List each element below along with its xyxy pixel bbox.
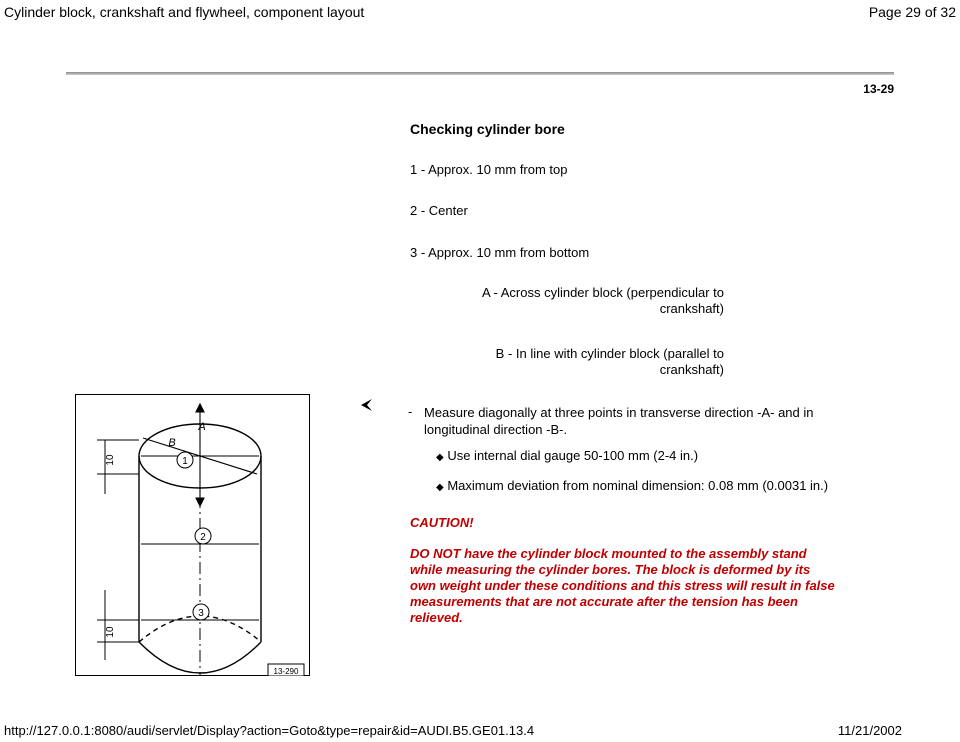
axis-b-line-1: B - In line with cylinder block (parallel to — [495, 346, 724, 361]
bullet-item-1 — [436, 448, 698, 463]
caution-line-2: while measuring the cylinder bores. The block is deformed by its — [410, 562, 811, 577]
diamond-bullet-icon: ◆ — [436, 452, 444, 463]
axis-a-line-1: A - Across cylinder block (perpendicular to — [481, 285, 724, 300]
page-indicator: Page 29 of 32 — [868, 4, 956, 20]
legend-item-2: 2 - Center — [410, 203, 468, 218]
axis-a-line-2: crankshaft) — [659, 301, 724, 316]
caution-line-3: own weight under these conditions and this stress will result in false — [410, 578, 835, 593]
caution-line-1: DO NOT have the cylinder block mounted to the assembly stand — [410, 546, 807, 561]
callout-2-label: 2 — [200, 532, 206, 543]
caution-line-4: measurements that are not accurate after the tension has been — [410, 594, 798, 609]
caution-text — [410, 546, 835, 626]
instruction-line-1: Measure diagonally at three points in transverse direction -A- and in — [424, 405, 814, 420]
instruction-text — [424, 404, 814, 438]
caution-label: CAUTION! — [410, 515, 474, 530]
axis-b-line-2: crankshaft) — [659, 362, 724, 377]
instruction-line-2: longitudinal direction -B-. — [424, 422, 568, 437]
diamond-bullet-icon: ◆ — [436, 482, 444, 493]
header-rule — [66, 72, 894, 75]
instruction-dash: - — [408, 404, 413, 419]
bullet-item-2-text: Maximum deviation from nominal dimension: 0.08 mm (0.0031 in.) — [447, 478, 829, 493]
axis-b-description — [496, 346, 724, 378]
bullet-item-1-text: Use internal dial gauge 50-100 mm (2-4 in.) — [447, 448, 699, 463]
callout-1-label: 1 — [182, 456, 188, 467]
caution-line-5: relieved. — [410, 610, 463, 625]
section-title: Checking cylinder bore — [410, 121, 565, 137]
label-a: A — [198, 421, 206, 433]
axis-a-description — [482, 285, 724, 317]
document-title: Cylinder block, crankshaft and flywheel, component layout — [4, 4, 365, 20]
dimension-label-top: 10 — [105, 454, 116, 466]
reference-number: 13-290 — [273, 667, 299, 676]
callout-3-label: 3 — [198, 608, 204, 619]
legend-item-3: 3 - Approx. 10 mm from bottom — [410, 245, 590, 260]
cylinder-bore-diagram — [75, 394, 310, 676]
footer-url: http://127.0.0.1:8080/audi/servlet/Display?action=Goto&type=repair&id=AUDI.B5.GE01.13.4 — [4, 723, 535, 738]
footer-date: 11/21/2002 — [837, 723, 902, 738]
left-pointer-icon — [360, 398, 374, 412]
dimension-label-bottom: 10 — [105, 626, 116, 638]
bullet-item-2 — [436, 478, 828, 493]
page-number: 13-29 — [863, 82, 894, 96]
legend-item-1: 1 - Approx. 10 mm from top — [410, 162, 568, 177]
label-b: B — [168, 437, 176, 449]
